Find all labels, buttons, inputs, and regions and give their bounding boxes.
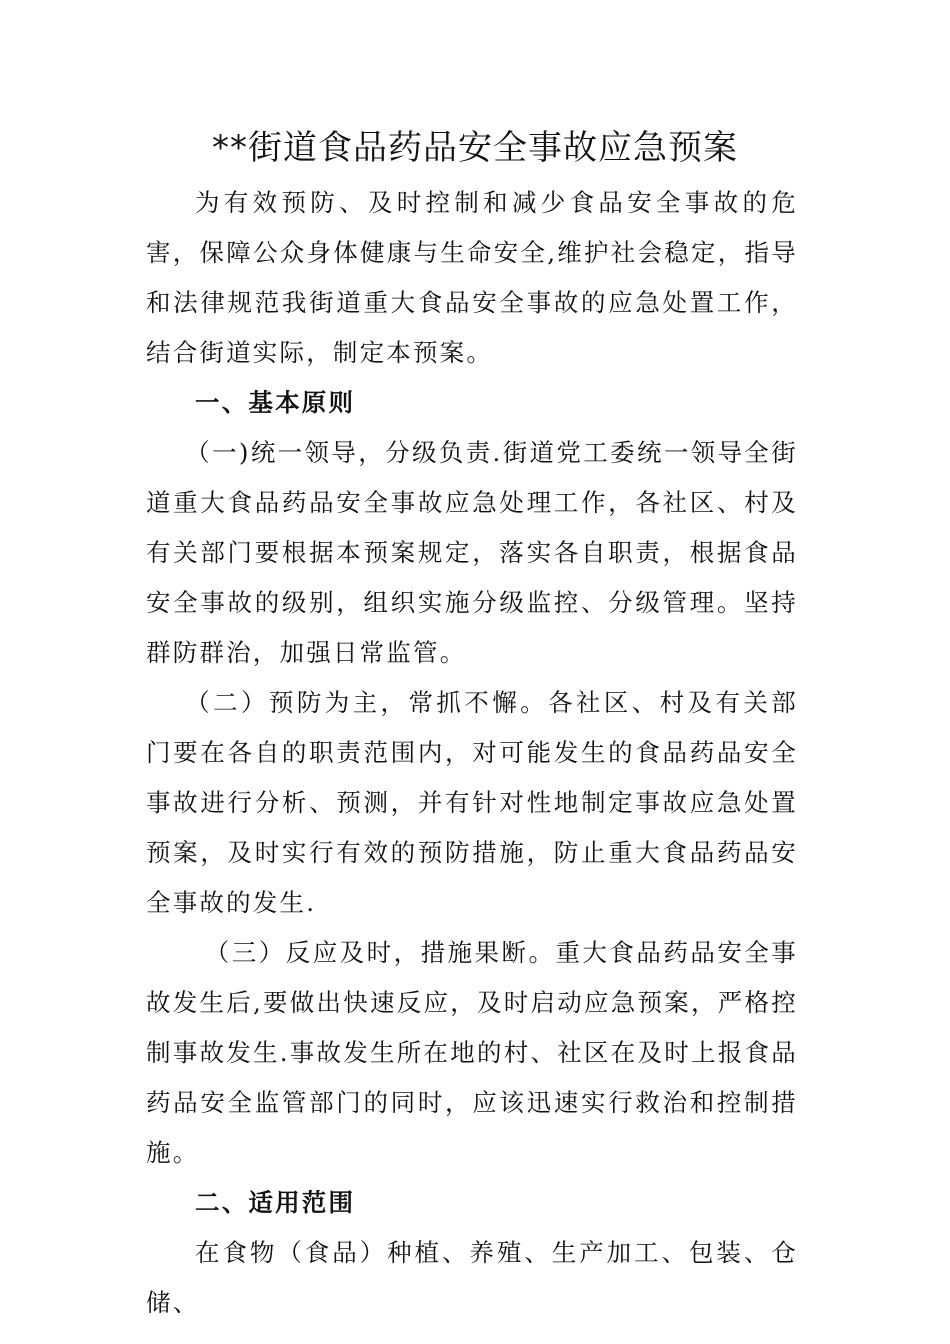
intro-paragraph: 为有效预防、及时控制和减少食品安全事故的危害，保障公众身体健康与生命安全,维护社会稳定，指导和法律规范我街道重大食品安全事故的应急处置工作，结合街道实际，制定本预案。 — [146, 188, 798, 367]
section-heading-basic-principles: 一、基本原则 — [195, 388, 356, 417]
document-body — [146, 178, 798, 1328]
scope-paragraph-1: 在食物（食品）种植、养殖、生产加工、包装、仓储、 — [146, 1238, 798, 1317]
section-heading-scope: 二、适用范围 — [195, 1188, 356, 1217]
document-title: **街道食品药品安全事故应急预案 — [212, 128, 738, 168]
principle-paragraph-1: （一)统一领导，分级负责.街道党工委统一领导全街道重大食品药品安全事故应急处理工作，各社区、村及有关部门要根据本预案规定，落实各自职责，根据食品安全事故的级别，组织实施分级监控、分级管理。坚持群防群治，加强日常监管。 — [146, 438, 798, 667]
principle-paragraph-3: （三）反应及时，措施果断。重大食品药品安全事故发生后,要做出快速反应，及时启动应急预案，严格控制事故发生.事故发生所在地的村、社区在及时上报食品药品安全监管部门的同时，应该迅速实行救治和控制措施。 — [146, 938, 798, 1167]
principle-paragraph-2: （二）预防为主，常抓不懈。各社区、村及有关部门要在各自的职责范围内，对可能发生的食品药品安全事故进行分析、预测，并有针对性地制定事故应急处置预案，及时实行有效的预防措施，防止重大食品药品安全事故的发生. — [146, 688, 798, 917]
